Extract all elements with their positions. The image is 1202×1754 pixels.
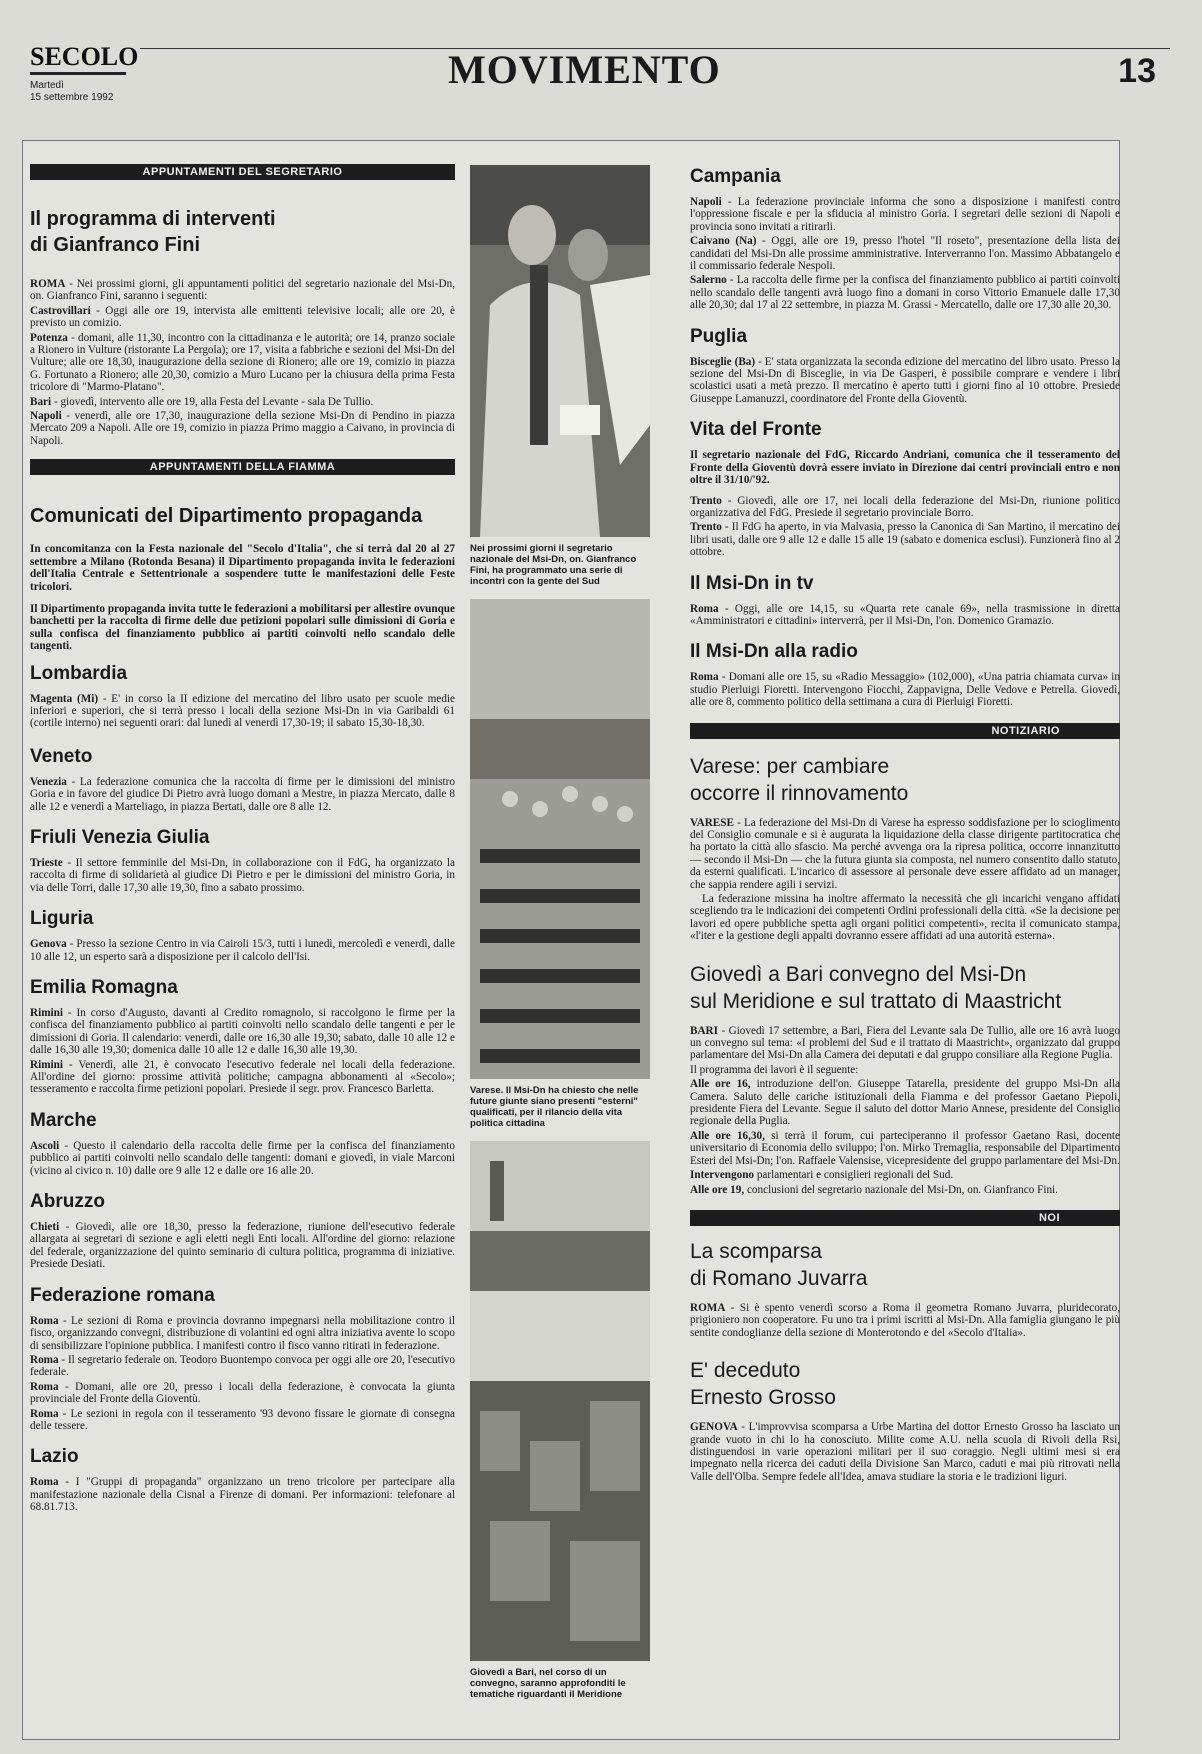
paragraph — [30, 332, 455, 394]
title-line: Giovedì a Bari convegno del Msi-Dn — [690, 962, 1027, 986]
paragraph — [30, 410, 455, 447]
text: parlamentari e consiglieri regionali del Sud. — [754, 1169, 954, 1182]
section-title-radio: Il Msi-Dn alla radio — [690, 641, 858, 663]
title-line: di Romano Juvarra — [690, 1266, 868, 1290]
lead: Magenta (Mi) — [30, 692, 99, 705]
title-line: sul Meridione e sul trattato di Maastricht — [690, 989, 1062, 1013]
paragraph — [30, 1381, 455, 1406]
paragraph — [690, 603, 1120, 628]
paragraph — [690, 235, 1120, 272]
article-title-propaganda: Comunicati del Dipartimento propaganda — [30, 505, 423, 528]
lead: Roma — [30, 1476, 59, 1489]
lead: Napoli — [30, 410, 62, 423]
text: - Giovedì, alle ore 18,30, presso la federazione, riunione dell'esecutivo federale allargata ai segretari di sezione e agli eletti negli Enti locali. All'ordine del giorno: relazione del federale, organizzazione del quinto seminario di cultura politica, programma di iniziative. Presiede Desiati. — [30, 1221, 455, 1271]
section-title-fronte: Vita del Fronte — [690, 419, 822, 441]
fini-body — [30, 278, 455, 447]
paragraph — [30, 1007, 455, 1057]
lead: Caivano (Na) — [690, 235, 757, 248]
text: - I "Gruppi di propaganda" organizzano un treno tricolore per partecipare alla manifestazione nazionale della Cisnal a Firenze di domani. Per informazioni: telefonare al 68.81.713. — [30, 1476, 455, 1514]
text: - Giovedì 17 settembre, a Bari, Fiera del Levante sala De Tullio, alle ore 16 avrà luogo un convegno sul tema: «I problemi del Sud e il trattato di Maastricht», organizzato dal gruppo parlamentare del Msi-Dn alla Camera dei deputati e dal gruppo consiliare alla Regione Puglia. — [690, 1024, 1120, 1062]
paragraph: Il segretario nazionale del FdG, Riccardo Andriani, comunica che il tesseramento del Fronte della Gioventù dovrà essere inviato in Direzione dai centri provinciali entro e non oltre il 31/10/'92. — [690, 449, 1120, 487]
photo-caption: Giovedì a Bari, nel corso di un convegno, saranno approfonditi le tematiche riguardanti il Meridione — [470, 1667, 626, 1700]
paragraph — [690, 356, 1120, 406]
lead: ROMA — [690, 1301, 726, 1314]
lead: GENOVA — [690, 1421, 738, 1434]
region-title-puglia: Puglia — [690, 325, 748, 347]
lead: Potenza — [30, 331, 68, 344]
text: - giovedì, intervento alle ore 19, alla Festa del Levante - sala De Tullio. — [51, 395, 374, 408]
text: - In corso d'Augusto, davanti al Credito romagnolo, si raccolgono le firme per la confisca del finanziamento pubblico ai partiti coinvolti nello scandalo delle tangenti e per le dimissioni di Goria. Il calendario: venerdì, dalle ore 16,30 alle 19,30; sabato, dalle 10 alle 12 e dalle 16,30 alle 19,30; domenica dalle 10 alle 12 e dalle 16,30 alle 19,30. — [30, 1007, 455, 1057]
photo-fini-image — [470, 165, 650, 537]
article-title-fini — [30, 206, 455, 258]
text: - domani, alle 11,30, incontro con la cittadinanza e le autorità; ore 14, pranzo sociale a Rionero in Vulture (ristorante La Pergola); ore 17, visita a fabbriche e sezioni del Msi-Dn del Vulture; alle ore 18,30, inaugurazione della sezione di Rionero; alle ore 19, comizio in piazza G. Fortunato a Rionero; alle 20,30, comizio a Muro Lucano per la chiusura della prima Festa tricolore di "Marmo-Platano". — [30, 331, 455, 394]
text: - Domani, alle ore 20, presso i locali della federazione, è convocata la giunta provinciale del Fronte della Gioventù. — [30, 1380, 455, 1406]
text: - Venerdì, alle 21, è convocato l'esecutivo federale nel locali della federazione. All'ordine del giorno: prossime attività politiche; campagna abbonamenti al «Secolo»; tesseramento e raccolta firme petizioni popolari. Presiede il segr. prov. Francesco Barletta. — [30, 1058, 455, 1096]
photo-varese — [470, 599, 650, 1079]
text: - La federazione provinciale informa che sono a disposizione i manifesti contro l'oppressione fiscale e per la sfiducia al ministro Goria. I segretari delle sezioni di Napoli e provincia sono invitati a ritirarli. — [690, 196, 1120, 233]
title-line: Varese: per cambiare — [690, 754, 890, 778]
lead: Roma — [690, 602, 719, 615]
article-title-juvarra — [690, 1238, 1120, 1292]
issue-date: 15 settembre 1992 — [30, 92, 114, 103]
masthead — [28, 38, 1174, 118]
photo-varese-image — [470, 599, 650, 1079]
paragraph — [690, 817, 1120, 891]
text: - Domani alle ore 15, su «Radio Messaggio» (102,000), «Una patria chiamata curva» in studio Pierluigi Fioretti. Intervengono Fiocchi, Zappavigna, Delle Vedove e Petrella. Giovedì, alle ore 8, commento politico della settimana a cura di Pierluigi Fioretti. — [690, 671, 1120, 709]
lead: ROMA — [30, 278, 66, 290]
section-bar-fiamma: APPUNTAMENTI DELLA FIAMMA — [30, 459, 455, 475]
title-line: Ernesto Grosso — [690, 1386, 836, 1410]
paragraph — [30, 857, 455, 894]
title-line: La scomparsa — [690, 1239, 822, 1263]
paragraph: Il Dipartimento propaganda invita tutte le federazioni a mobilitarsi per allestire ovunque banchetti per la raccolta di firme delle due petizioni popolari sulle dimissioni di Goria e sulla confisca del finanziamento pubblico ai partiti coinvolti nello scandalo delle tangenti. — [30, 602, 455, 653]
region-title-emilia: Emilia Romagna — [30, 977, 178, 998]
paragraph — [690, 1184, 1120, 1196]
lead: Roma — [30, 1353, 59, 1366]
paragraph — [30, 693, 455, 730]
region-title-campania: Campania — [690, 166, 781, 187]
right-column — [690, 160, 1120, 1485]
text: - E' in corso la II edizione del mercatino del libro usato per scuole medie inferiori e superiori, che si terrà presso i locali della sezione Msi-Dn in via Garibaldi 61 (cortile interno) nei seguenti orari: dal lunedì al venerdì 17,30-19; il sabato 15,30-18,30. — [30, 692, 456, 730]
section-bar-notiziario: NOTIZIARIO — [690, 723, 1120, 739]
paragraph: In concomitanza con la Festa nazionale del "Secolo d'Italia", che si terrà dal 20 al 27 settembre a Milano (Rotonda Besana) il Dipartimento propaganda invita le federazioni dell'Italia Centrale e Settentrionale a sospendere tutte le manifestazioni delle Feste tricolori. — [30, 543, 455, 593]
newspaper-logo: SECOLO — [30, 42, 139, 71]
lead: Rimini — [30, 1007, 63, 1019]
text: - Il segretario federale on. Teodoro Buontempo convoca per oggi alle ore 20, l'esecutivo federale. — [30, 1353, 455, 1379]
photo-column — [470, 165, 650, 1712]
text: - Nei prossimi giorni, gli appuntamenti politici del segretario nazionale del Msi-Dn, on. Gianfranco Fini, saranno i seguenti: — [30, 278, 455, 303]
paragraph — [30, 1059, 455, 1096]
text: - Le sezioni di Roma e provincia dovranno impegnarsi nella mobilitazione contro il fisco, organizzando convegni, distribuzione di volantini ed ogni altra iniziativa avente lo scopo di sensibilizzare l'opinione pubblica. I manifesti contro il fisco vanno ritirati in federazione. — [30, 1314, 455, 1352]
title-line: occorre il rinnovamento — [690, 781, 909, 805]
lead: Alle ore 16,30, — [690, 1129, 765, 1142]
text: - La federazione comunica che la raccolta di firme per le dimissioni del ministro Goria e in favore del giudice Di Pietro avrà luogo domani a Mestre, in piazza Mercato, dalle 8 alle 12 e venerdì a Marteliago, in piazza Bertati, dalle ore 8 alle 12. — [30, 775, 455, 813]
region-title-roma: Federazione romana — [30, 1284, 215, 1306]
lead: Roma — [690, 671, 719, 684]
title-line: Il programma di interventi — [30, 208, 276, 230]
paragraph — [690, 1078, 1120, 1128]
section-title: MOVIMENTO — [448, 47, 721, 92]
paragraph — [30, 396, 455, 408]
paragraph — [30, 278, 455, 303]
photo-bari-image — [470, 1141, 650, 1661]
text: - Oggi, alle ore 14,15, su «Quarta rete canale 69», nella trasmissione in diretta «Amministratori e cittadini» interverrà, per il Msi-Dn, l'on. Domenico Gramazio. — [690, 602, 1120, 627]
article-title-grosso — [690, 1357, 1120, 1411]
paragraph — [30, 1408, 455, 1433]
region-title-liguria: Liguria — [30, 908, 94, 930]
lead: Rimini — [30, 1058, 63, 1071]
paragraph — [30, 1315, 455, 1352]
lead: Roma — [30, 1380, 59, 1393]
region-title-lazio: Lazio — [30, 1446, 79, 1468]
text: - Il settore femminile del Msi-Dn, in collaborazione con il FdG, ha organizzato la raccolta di firme di solidarietà al giudice Di Pietro e per le dimissioni del ministro Goria, in via delle Torri, dalle 17,30 alle 19,30, fino a sabato prossimo. — [30, 856, 455, 894]
paragraph — [690, 196, 1120, 233]
lead: Bari — [30, 395, 52, 408]
text: - L'improvvisa scomparsa a Urbe Martina del dottor Ernesto Grosso ha lasciato un grande vuoto in chi lo ha conosciuto. Milite come A.U. nella scuola di Rivoli della Rsi, distinguendosi in varie operazioni militari per il suo coraggio. Negli ultimi mesi si era impegnato nella ricerca dei caduti della Divisione San Marco, caduti e mai più ritrovati nella Valle dell'Olba. Sempre fedele all'Idea, amava studiare la storia e le tradizioni liguri. — [690, 1421, 1120, 1483]
region-title-lombardia: Lombardia — [30, 662, 128, 684]
paragraph — [690, 671, 1120, 708]
issue-day: Martedì — [30, 80, 64, 91]
text: - E' stata organizzata la seconda edizione del mercatino del libro usato. Presso la sezione del Msi-Dn di Bisceglie, in via De Gasperi, è possibile comprare e vendere i libri scolastici usati a metà prezzo. Il mercatino è aperto tutti i giorni fino al 10 ottobre. Presiede Giuseppe Lamanuzzi, coordinatore del Fronte della Gioventù. — [690, 355, 1120, 405]
lead: BARI — [690, 1024, 718, 1037]
section-title-tv: Il Msi-Dn in tv — [690, 572, 814, 594]
paragraph — [690, 1130, 1120, 1167]
lead: Trento — [690, 521, 722, 534]
article-title-bari — [690, 961, 1120, 1015]
text: - Oggi, alle ore 19, presso l'hotel "Il roseto", presentazione della lista dei candidati del Msi-Dn alle prossime amministrative. Interverranno l'on. Massimo Abbatangelo e il commissario federale Nespoli. — [690, 235, 1120, 273]
lead: Genova — [30, 938, 67, 951]
text: - La federazione del Msi-Dn di Varese ha espresso soddisfazione per lo scioglimento del Consiglio comunale e si è augurata la liquidazione della classe dirigente partitocratica che ha portato la città allo sfascio. Ma perché avvenga ora la ripresa politica, occorre innanzitutto — secondo il Msi-Dn — che la futura giunta sia composta, nel numero consentito dallo statuto, da esterni qualificati. L'incarico di assessore al personale deve essere affidato ad un manager, che sappia rendere agili i servizi. — [690, 816, 1120, 891]
text: - Questo il calendario della raccolta delle firme per la confisca del finanziamento pubblico ai partiti coinvolti nello scandalo delle tangenti: domani e giovedì, in viale Marconi (vicino al civico n. 10) dalle ore 9 alle 12 e dalle ore 16 alle 20. — [30, 1139, 455, 1177]
lead: VARESE — [690, 816, 734, 829]
logo-underline — [30, 72, 126, 75]
photo-fini — [470, 165, 650, 537]
lead: Bisceglie (Ba) — [690, 355, 756, 368]
region-title-marche: Marche — [30, 1109, 97, 1131]
lead: Chieti — [30, 1221, 60, 1234]
text: conclusioni del segretario nazionale del Msi-Dn, on. Gianfranco Fini. — [744, 1183, 1058, 1196]
region-title-abruzzo: Abruzzo — [30, 1191, 105, 1213]
text: - Le sezioni in regola con il tesseramento '93 devono fissare le giornate di consegna delle tessere. — [30, 1407, 455, 1432]
text: - Giovedì, alle ore 17, nei locali della federazione del Msi-Dn, riunione politico organizzativa del FdG. Presiede il segretario provinciale Borro. — [690, 494, 1120, 519]
paragraph — [30, 1354, 455, 1379]
text: - venerdì, alle ore 17,30, inaugurazione della sezione Msi-Dn di Pendino in piazza Mercato 209 a Napoli. Alle ore 19, comizio in piazza Primo maggio a Caivano, in provincia di Napoli. — [30, 410, 455, 447]
text: - Si è spento venerdì scorso a Roma il geometra Romano Juvarra, pluridecorato, prigioniero non cooperatore. Fu uno tra i primi iscritti al Msi-Dn. Alla famiglia giungano le più sentite condoglianze della sezione di Monterotondo e del «Secolo d'Italia». — [690, 1301, 1120, 1339]
page-number: 13 — [1118, 52, 1156, 90]
text: - Presso la sezione Centro in via Cairoli 15/3, tutti i lunedì, mercoledì e venerdì, dalle 10 alle 12, un esperto sarà a disposizione per il calcolo dell'Isi. — [30, 938, 455, 963]
paragraph — [30, 1221, 455, 1271]
lead: Venezia — [30, 775, 67, 788]
paragraph: La federazione missina ha inoltre affermato la necessità che gli incarichi vengano affidati scegliendo tra le indicazioni dei competenti Ordini professionali della città. «Se la decisione per lavori ed opere pubbliche spetta agli organi politici competenti», recita il comunicato stampa, «l'iter e la gestione degli appalti dovranno essere affidati ad una autorità esterna». — [690, 893, 1120, 943]
text: - Il FdG ha aperto, in via Malvasia, presso la Canonica di San Martino, il mercatino dei libri usati, dalle ore 9 alle 12 e dalle 15 alle 19 (sabato e domenica esclusi). Funzionerà fino al 2 ottobre. — [690, 521, 1120, 559]
paragraph — [690, 1169, 1120, 1181]
paragraph: Il programma dei lavori è il seguente: — [690, 1063, 859, 1076]
photo-caption: Varese. Il Msi-Dn ha chiesto che nelle future giunte siano presenti "esterni" qualificati, per il rilancio della vita politica cittadina — [470, 1085, 639, 1129]
lead: Castrovillari — [30, 304, 91, 317]
title-line: di Gianfranco Fini — [30, 234, 201, 256]
lead: Roma — [30, 1407, 59, 1420]
paragraph — [690, 1025, 1120, 1062]
lead: Alle ore 19, — [690, 1183, 745, 1196]
text: - Oggi alle ore 19, intervista alle emittenti televisive locali; alle ore 20, è previsto un comizio. — [30, 304, 455, 330]
lead: Trento — [690, 494, 722, 507]
paragraph — [690, 495, 1120, 520]
left-column — [30, 160, 455, 1516]
lead: Napoli — [690, 196, 722, 208]
paragraph — [690, 521, 1120, 558]
text: introduzione dell'on. Giuseppe Tatarella, presidente del gruppo Msi-Dn alla Camera. Saluto delle cariche istituzionali della Fiamma e del professor Gaetano Piepoli, presidente Fiera del Levante. Segue il saluto del dottor Mario Annese, presidente del Consiglio regionale della Puglia. — [690, 1078, 1120, 1128]
photo-bari — [470, 1141, 650, 1661]
paragraph — [690, 1421, 1120, 1483]
paragraph — [30, 1476, 455, 1513]
lead: Salerno — [690, 274, 727, 287]
lead: Alle ore 16, — [690, 1078, 751, 1091]
text: si terrà il forum, cui parteciperanno il professor Gaetano Rasi, docente universitario di Economia dello sviluppo; l'on. Mirko Tremaglia, responsabile del Dipartimento Esteri del Msi-Dn; l'on. Raffaele Valensise, vicepresidente del gruppo parlamentare del Msi-Dn. — [690, 1129, 1121, 1167]
section-bar-noi: NOI — [690, 1210, 1120, 1226]
lead: Trieste — [30, 856, 63, 869]
title-line: E' deceduto — [690, 1359, 801, 1383]
region-title-friuli: Friuli Venezia Giulia — [30, 826, 210, 848]
paragraph — [690, 274, 1120, 311]
photo-caption: Nei prossimi giorni il segretario nazionale del Msi-Dn, on. Gianfranco Fini, ha programmato una serie di incontri con la gente del Sud — [470, 543, 637, 587]
article-title-varese — [690, 753, 1120, 807]
text: - La raccolta delle firme per la confisca del finanziamento pubblico ai partiti coinvolti nello scandalo delle tangenti avrà luogo fino a domani in corso Vittorio Emanuele dalle 17,30 alle 20,30; dal 17 al 22 settembre, in piazza M. Grassi - Mercatello, dalle ore 17,30 alle 20,30. — [690, 274, 1120, 312]
region-title-veneto: Veneto — [30, 745, 93, 767]
paragraph — [690, 1302, 1120, 1339]
paragraph — [30, 305, 455, 330]
paragraph — [30, 1140, 455, 1177]
lead: Ascoli — [30, 1139, 60, 1152]
section-bar-segretario: APPUNTAMENTI DEL SEGRETARIO — [30, 164, 455, 180]
paragraph — [30, 776, 455, 813]
lead: Intervengono — [690, 1169, 755, 1182]
lead: Roma — [30, 1314, 59, 1327]
paragraph — [30, 938, 455, 963]
